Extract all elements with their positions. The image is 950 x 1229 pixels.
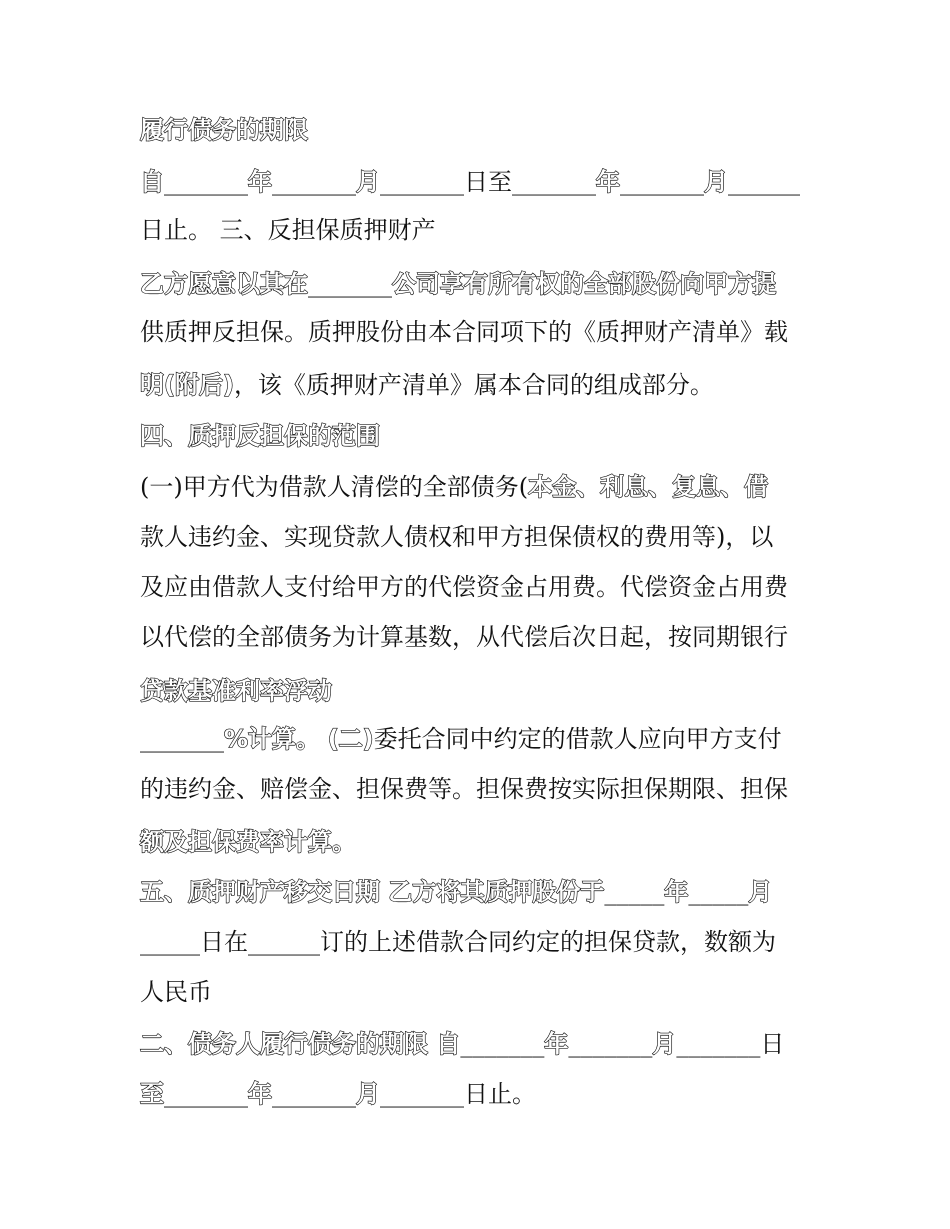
text-line bbox=[140, 774, 788, 804]
text-line bbox=[140, 370, 714, 400]
text-segment: _______日至_______ bbox=[380, 168, 596, 196]
outlined-text-segment: (二) bbox=[327, 725, 374, 753]
text-segment: 人民币 bbox=[140, 978, 212, 1006]
text-line bbox=[140, 1029, 784, 1059]
text-line bbox=[140, 622, 788, 652]
text-segment: 以代偿的全部债务为计算基数，从代偿后次日起，按同期银行 bbox=[140, 623, 788, 651]
text-line bbox=[140, 724, 782, 754]
outlined-text-segment: 年 bbox=[664, 878, 689, 906]
text-segment: _______ bbox=[164, 1080, 248, 1108]
text-segment: (一)甲方代为借款人清偿的全部债务( bbox=[140, 473, 529, 501]
text-segment: _______ bbox=[308, 270, 392, 298]
outlined-text-segment: 年 bbox=[544, 1030, 569, 1058]
text-segment: _____日在______订的上述借款合同约定的担保贷款，数额为 bbox=[140, 928, 776, 956]
text-line bbox=[140, 676, 332, 706]
text-segment: _______ bbox=[140, 725, 224, 753]
text-line bbox=[140, 877, 772, 907]
text-segment: _______ bbox=[460, 1030, 545, 1058]
outlined-text-segment: 年 bbox=[596, 168, 620, 196]
outlined-text-segment: 月 bbox=[356, 168, 380, 196]
text-line bbox=[140, 115, 308, 145]
text-segment: _______日 bbox=[676, 1030, 785, 1058]
text-segment: ，该《质押财产清单》属本合同的组成部分。 bbox=[233, 371, 714, 399]
text-line bbox=[140, 522, 773, 552]
outlined-text-segment: 月 bbox=[748, 878, 773, 906]
text-segment: _____ bbox=[688, 878, 749, 906]
text-segment: _______ bbox=[272, 168, 356, 196]
outlined-text-segment: 二、债务人履行债务的期限 自 bbox=[140, 1030, 461, 1058]
outlined-text-segment: 自 bbox=[140, 168, 164, 196]
outlined-text-segment: 至 bbox=[140, 1080, 164, 1108]
text-segment: 日止。 三、反担保质押财产 bbox=[140, 216, 436, 244]
text-line bbox=[140, 167, 800, 197]
outlined-text-segment: 五、质押财产移交日期 乙方将其质押股份于 bbox=[140, 878, 605, 906]
text-segment: _______ bbox=[272, 1080, 356, 1108]
outlined-text-segment: 履行债务的期限 bbox=[140, 116, 308, 144]
text-segment: 委托合同中约定的借款人应向甲方支付 bbox=[373, 725, 782, 753]
text-line bbox=[140, 1079, 536, 1109]
text-line bbox=[140, 269, 776, 299]
text-segment: _______ bbox=[620, 168, 704, 196]
text-line bbox=[140, 472, 768, 502]
text-line bbox=[140, 827, 356, 857]
text-segment: 款人违约金、实现贷款人债权和甲方担保债权的费用等)，以 bbox=[140, 523, 774, 551]
text-line bbox=[140, 421, 380, 451]
text-segment: _______ bbox=[568, 1030, 653, 1058]
outlined-text-segment: 明(附后) bbox=[140, 371, 234, 399]
text-segment: 的违约金、赔偿金、担保费等。担保费按实际担保期限、担保 bbox=[140, 775, 788, 803]
text-segment: _______ bbox=[164, 168, 248, 196]
outlined-text-segment: 贷款基准利率浮动 bbox=[140, 677, 332, 705]
outlined-text-segment: 月 bbox=[652, 1030, 677, 1058]
text-segment: 供质押反担保。质押股份由本合同项下的《质押财产清单》载 bbox=[140, 318, 788, 346]
outlined-text-segment: 年 bbox=[248, 1080, 272, 1108]
outlined-text-segment: 乙方愿意以其在 bbox=[140, 270, 308, 298]
outlined-text-segment: 本金、利息、复息、借 bbox=[528, 473, 769, 501]
text-line bbox=[140, 215, 436, 245]
text-line bbox=[140, 977, 212, 1007]
text-segment: _______日止。 bbox=[380, 1080, 536, 1108]
text-line bbox=[140, 572, 788, 602]
outlined-text-segment: 月 bbox=[704, 168, 728, 196]
text-line bbox=[140, 317, 788, 347]
text-line bbox=[140, 927, 776, 957]
outlined-text-segment: 月 bbox=[356, 1080, 380, 1108]
outlined-text-segment: 额及担保费率计算。 bbox=[140, 828, 356, 856]
outlined-text-segment: 年 bbox=[248, 168, 272, 196]
outlined-text-segment: %计算。 bbox=[224, 725, 321, 753]
text-segment: ______ bbox=[728, 168, 800, 196]
text-segment: 及应由借款人支付给甲方的代偿资金占用费。代偿资金占用费 bbox=[140, 573, 788, 601]
outlined-text-segment: 公司享有所有权的全部股份向甲方提 bbox=[392, 270, 776, 298]
outlined-text-segment: 四、质押反担保的范围 bbox=[140, 422, 380, 450]
text-segment: _____ bbox=[604, 878, 665, 906]
text-segment bbox=[320, 725, 328, 753]
